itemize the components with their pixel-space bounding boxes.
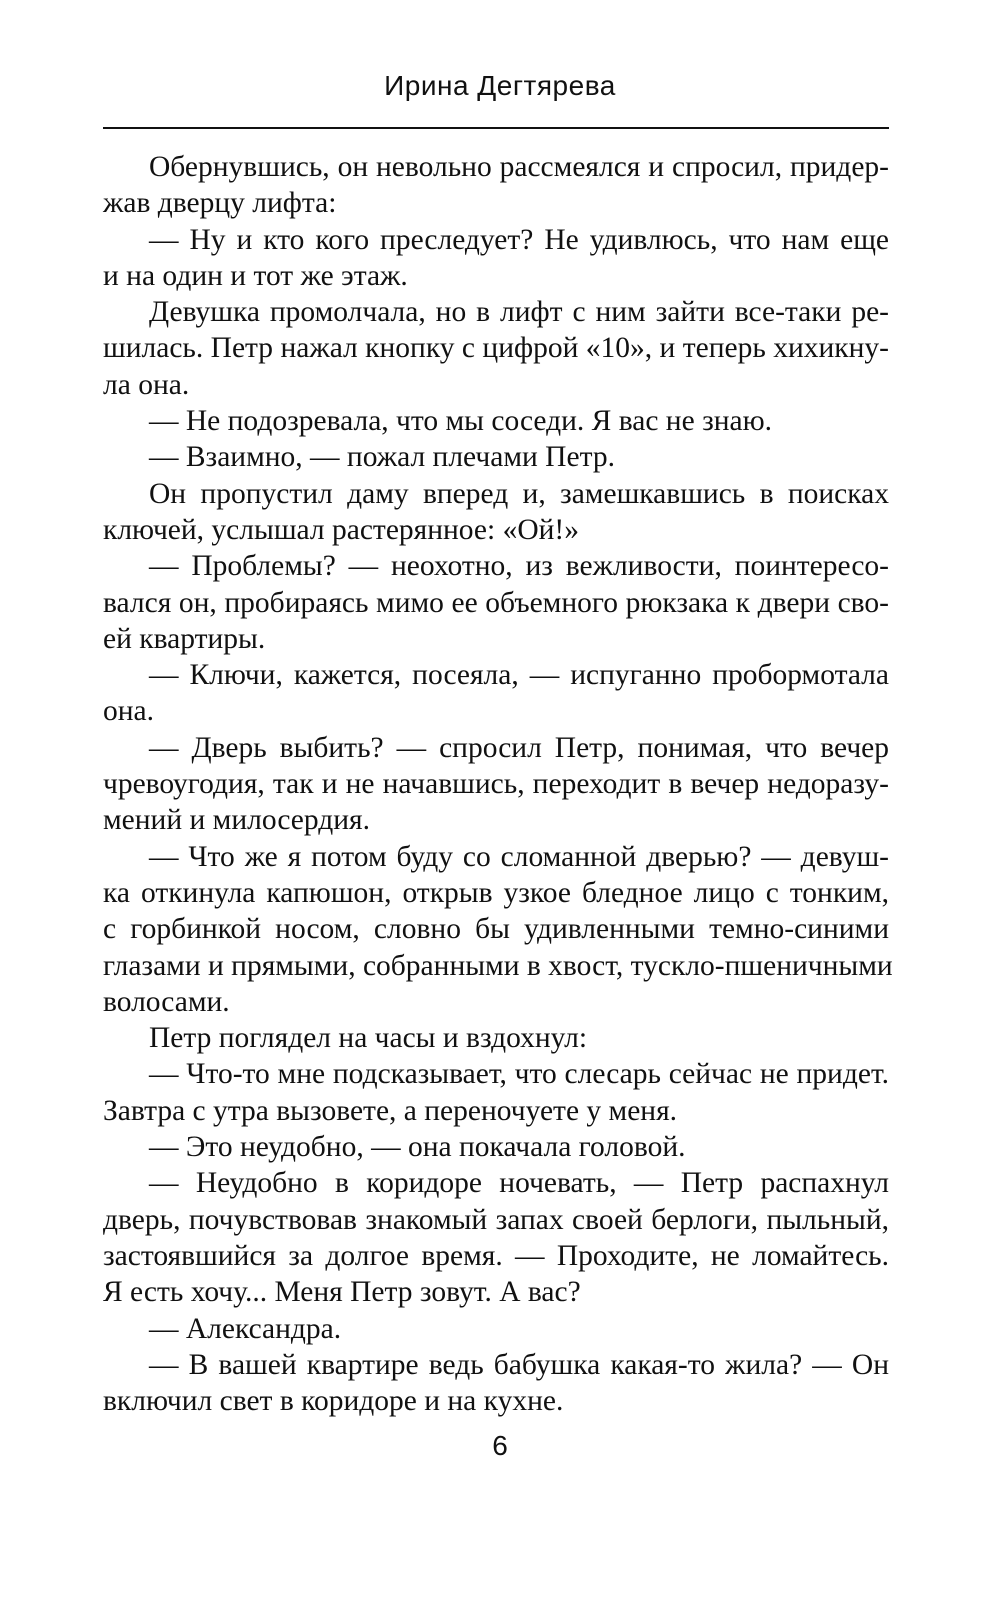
text-line: — Дверь выбить? — спросил Петр, понимая, что вечер [149, 731, 889, 764]
page-number: 6 [492, 1430, 508, 1461]
text-line: шилась. Петр нажал кнопку с цифрой «10», и теперь хихикну- [103, 332, 889, 365]
text-line: включил свет в коридоре и на кухне. [103, 1385, 564, 1418]
text-line: — Ключи, кажется, посеяла, — испуганно пробормотала [149, 659, 889, 692]
text-line: Завтра с утра вызовете, а переночуете у меня. [103, 1094, 678, 1127]
text-line: она. [103, 695, 155, 728]
text-line: Обернувшись, он невольно рассмеялся и спросил, придер- [149, 151, 889, 183]
text-line: жав дверцу лифта: [103, 187, 337, 220]
text-line: ка откинула капюшон, открыв узкое бледное лицо с тонким, [103, 876, 889, 909]
text-line: — Ну и кто кого преследует? Не удивлюсь, что нам еще [149, 223, 889, 256]
text-line: — Не подозревала, что мы соседи. Я вас не знаю. [149, 405, 773, 438]
text-line: ключей, услышал растерянное: «Ой!» [103, 513, 579, 546]
text-line: и на один и тот же этаж. [103, 259, 408, 292]
text-line: — Проблемы? — неохотно, из вежливости, поинтересо- [149, 550, 889, 583]
text-line: Он пропустил даму вперед и, замешкавшись в поисках [149, 477, 889, 510]
text-line: ла она. [103, 368, 190, 401]
text-line: глазами и прямыми, собранными в хвост, тускло-пшеничными [103, 949, 893, 982]
text-line: с горбинкой носом, словно бы удивленными темно-синими [103, 913, 889, 946]
text-line: вался он, пробираясь мимо ее объемного рюкзака к двери сво- [103, 586, 889, 619]
text-line: Я есть хочу... Меня Петр зовут. А вас? [103, 1276, 581, 1309]
text-line: — Взаимно, — пожал плечами Петр. [149, 441, 615, 474]
text-line: чревоугодия, так и не начавшись, переходит в вечер недоразу- [103, 768, 889, 801]
header-divider [103, 127, 889, 129]
text-line: ей квартиры. [103, 622, 266, 655]
text-line: мений и милосердия. [103, 804, 370, 837]
text-line: дверь, почувствовав знакомый запах своей берлоги, пыльный, [103, 1203, 889, 1236]
text-line: — Неудобно в коридоре ночевать, — Петр распахнул [149, 1167, 889, 1200]
text-line: — Александра. [149, 1312, 342, 1345]
text-line: — Это неудобно, — она покачала головой. [149, 1131, 686, 1164]
text-line: — Что-то мне подсказывает, что слесарь сейчас не придет. [149, 1058, 889, 1091]
running-header-author: Ирина Дегтярева [384, 70, 616, 101]
text-line: — Что же я потом буду со сломанной дверью? — девуш- [149, 840, 889, 873]
text-line: Петр поглядел на часы и вздохнул: [149, 1022, 588, 1055]
text-line: Девушка промолчала, но в лифт с ним зайти все-таки ре- [149, 296, 889, 329]
body-text [103, 149, 893, 1419]
text-line: — В вашей квартире ведь бабушка какая-то жила? — Он [149, 1348, 889, 1381]
text-line: застоявшийся за долгое время. — Проходите, не ломайтесь. [103, 1239, 889, 1272]
text-line: волосами. [103, 985, 230, 1018]
